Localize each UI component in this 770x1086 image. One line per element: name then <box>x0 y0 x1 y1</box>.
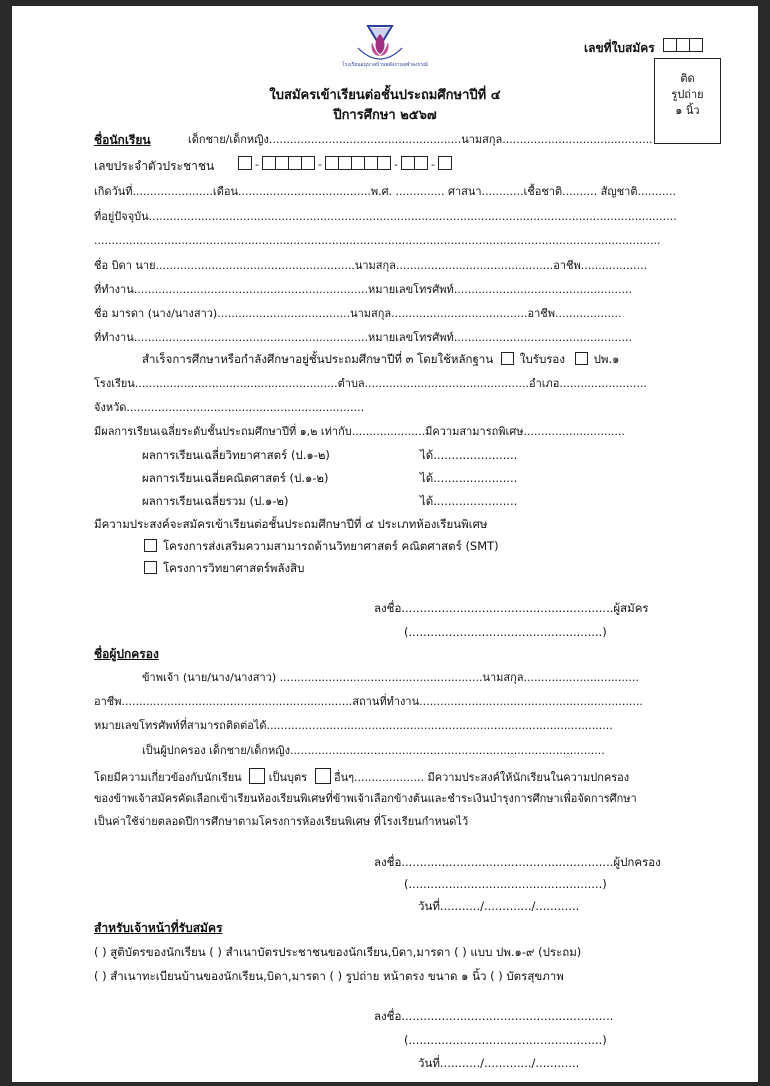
id-digit-box[interactable] <box>338 156 352 170</box>
science-score-value[interactable]: ได้....................... <box>420 448 518 462</box>
program-smt-row[interactable] <box>144 538 499 554</box>
birth-info-line[interactable]: เกิดวันที่.......................เดือน......................................พ.ศ. .............. ศาสนา............เชื้อชาติ.......... สัญชาติ........... <box>94 185 676 198</box>
total-score-value[interactable]: ได้....................... <box>420 494 518 508</box>
student-section-label: ชื่อนักเรียน <box>94 133 151 147</box>
application-number-label: เลขที่ใบสมัคร <box>584 41 655 55</box>
consent-paragraph-line-3: เป็นค่าใช้จ่ายตลอดปีการศึกษาตามโครงการห้องเรียนพิเศษ ที่โรงเรียนกำหนดไว้ <box>94 815 469 828</box>
id-digit-box[interactable] <box>364 156 378 170</box>
program-energy-label: โครงการวิทยาศาสตร์พลังสิบ <box>163 561 305 575</box>
id-digit-box[interactable] <box>238 156 252 170</box>
id-digit-box[interactable] <box>275 156 289 170</box>
id-digit-box[interactable] <box>288 156 302 170</box>
program-smt-checkbox[interactable] <box>144 539 157 552</box>
photo-line-1: ติด <box>680 72 695 85</box>
school-line[interactable]: โรงเรียน..........................................................ตำบล...............................................อำเภอ......................... <box>94 377 647 390</box>
certificate-label: ใบรับรอง <box>519 352 565 366</box>
id-digit-box[interactable] <box>401 156 415 170</box>
relation-other-checkbox[interactable] <box>315 768 331 784</box>
por-por-1-checkbox[interactable] <box>575 352 588 365</box>
mother-line[interactable]: ชื่อ มารดา (นาง/นางสาว)......................................นามสกุล.......................................อาชีพ................... <box>94 307 622 320</box>
relation-label: โดยมีความเกี่ยวข้องกับนักเรียน <box>94 771 242 784</box>
relation-line <box>94 768 629 786</box>
program-smt-label: โครงการส่งเสริมความสามารถด้านวิทยาศาสตร์ คณิตศาสตร์ (SMT) <box>163 539 499 553</box>
app-no-box[interactable] <box>663 38 677 52</box>
application-number-boxes[interactable] <box>663 38 703 54</box>
officer-section-label: สำหรับเจ้าหน้าที่รับสมัคร <box>94 921 223 935</box>
intent-line: มีความประสงค์จะสมัครเข้าเรียนต่อชั้นประถมศึกษาปีที่ ๔ ประเภทห้องเรียนพิเศษ <box>94 517 488 531</box>
graduation-text: สำเร็จการศึกษาหรือกำลังศึกษาอยู่ชั้นประถมศึกษาปีที่ ๓ โดยใช้หลักฐาน <box>142 352 494 366</box>
guardian-signature-line[interactable]: ลงชื่อ..........................................................ผู้ปกครอง <box>374 855 661 869</box>
guardian-job-line[interactable]: อาชีพ..................................................................สถานที่ทำงาน................................................................ <box>94 695 643 708</box>
id-digit-box[interactable] <box>301 156 315 170</box>
science-score-label: ผลการเรียนเฉลี่ยวิทยาศาสตร์ (ป.๑-๒) <box>142 448 330 462</box>
relation-child-label: เป็นบุตร <box>268 771 308 784</box>
guardian-signature-date[interactable]: วันที่.........../............./............ <box>418 899 580 913</box>
photo-line-2: รูปถ่าย <box>671 88 704 101</box>
address-line-2[interactable]: .................................................................................................................................................................. <box>94 234 661 247</box>
guardian-name-line[interactable]: ข้าพเจ้า (นาย/นาง/นางสาว) ..........................................................นามสกุล................................. <box>142 671 639 684</box>
gpa-line[interactable]: มีผลการเรียนเฉลี่ยระดับชั้นประถมศึกษาปีที่ ๑,๒ เท่ากับ.....................มีความสามารถพิเศษ............................. <box>94 425 625 438</box>
photo-line-3: ๑ นิ้ว <box>675 104 700 117</box>
total-score-label: ผลการเรียนเฉลี่ยรวม (ป.๑-๒) <box>142 494 289 508</box>
id-digit-box[interactable] <box>438 156 452 170</box>
address-line[interactable]: ที่อยู่ปัจจุบัน....................................................................................................................................................... <box>94 210 677 223</box>
guardian-section-label: ชื่อผู้ปกครอง <box>94 647 159 661</box>
app-no-box[interactable] <box>689 38 703 52</box>
program-energy-checkbox[interactable] <box>144 561 157 574</box>
id-digit-box[interactable] <box>262 156 276 170</box>
officer-signature-line[interactable]: ลงชื่อ.......................................................... <box>374 1009 614 1023</box>
form-title: ใบสมัครเข้าเรียนต่อชั้นประถมศึกษาปีที่ ๔ <box>269 88 501 103</box>
id-digit-box[interactable] <box>351 156 365 170</box>
citizen-id-boxes[interactable]: - - - - <box>238 156 452 173</box>
guardian-signature-name[interactable]: (.....................................................) <box>404 877 607 891</box>
math-score-value[interactable]: ได้....................... <box>420 471 518 485</box>
logo-caption: โรงเรียนอนุบาลบ้านพลังงานจุฬาลงกรณ์ <box>342 62 428 68</box>
relation-child-checkbox[interactable] <box>249 768 265 784</box>
officer-signature-name[interactable]: (.....................................................) <box>404 1033 607 1047</box>
id-digit-box[interactable] <box>414 156 428 170</box>
id-digit-box[interactable] <box>325 156 339 170</box>
certificate-checkbox[interactable] <box>501 352 514 365</box>
form-subtitle-year: ปีการศึกษา ๒๕๖๗ <box>333 108 437 123</box>
id-digit-box[interactable] <box>377 156 391 170</box>
graduation-line <box>142 351 619 367</box>
father-work-line[interactable]: ที่ทำงาน...................................................................หมายเลขโทรศัพท์................................................... <box>94 283 633 296</box>
officer-checklist-line-2[interactable]: ( ) สำเนาทะเบียนบ้านของนักเรียน,บิดา,มารดา ( ) รูปถ่าย หน้าตรง ขนาด ๑ นิ้ว ( ) บัตรสุขภาพ <box>94 969 564 983</box>
por-por-1-label: ปพ.๑ <box>593 352 620 366</box>
student-name-line[interactable]: เด็กชาย/เด็กหญิง.......................................................นามสกุล........................................... <box>188 133 653 146</box>
father-line[interactable]: ชื่อ บิดา นาย.........................................................นามสกุล.............................................อาชีพ................... <box>94 259 648 272</box>
mother-work-line[interactable]: ที่ทำงาน...................................................................หมายเลขโทรศัพท์................................................... <box>94 331 633 344</box>
math-score-label: ผลการเรียนเฉลี่ยคณิตศาสตร์ (ป.๑-๒) <box>142 471 329 485</box>
officer-checklist-line-1[interactable]: ( ) สูติบัตรของนักเรียน ( ) สำเนาบัตรประชาชนของนักเรียน,บิดา,มารดา ( ) แบบ ปพ.๑-๙ (ประถม) <box>94 945 582 959</box>
citizen-id-label: เลขประจำตัวประชาชน <box>94 159 215 173</box>
application-form-page <box>12 6 758 1082</box>
program-energy-row[interactable] <box>144 560 304 576</box>
consent-paragraph-line-2: ของข้าพเจ้าสมัครคัดเลือกเข้าเรียนห้องเรียนพิเศษที่ข้าพเจ้าเลือกข้างต้นและชำระเงินบำรุงการศึกษาเพื่อจัดการศึกษา <box>94 792 637 805</box>
app-no-box[interactable] <box>676 38 690 52</box>
officer-signature-date[interactable]: วันที่.........../............./............ <box>418 1056 580 1070</box>
guardian-of-line[interactable]: เป็นผู้ปกครอง เด็กชาย/เด็กหญิง.......................................................................................... <box>142 744 605 757</box>
applicant-signature-line[interactable]: ลงชื่อ..........................................................ผู้สมัคร <box>374 601 649 615</box>
applicant-signature-name[interactable]: (.....................................................) <box>404 625 607 639</box>
relation-other-label: อื่นๆ.................... มีความประสงค์ให้นักเรียนในความปกครอง <box>334 771 630 784</box>
province-line[interactable]: จังหวัด.................................................................... <box>94 401 365 414</box>
guardian-phone-line[interactable]: หมายเลขโทรศัพท์ที่สามารถติดต่อได้................................................................................................... <box>94 719 613 732</box>
